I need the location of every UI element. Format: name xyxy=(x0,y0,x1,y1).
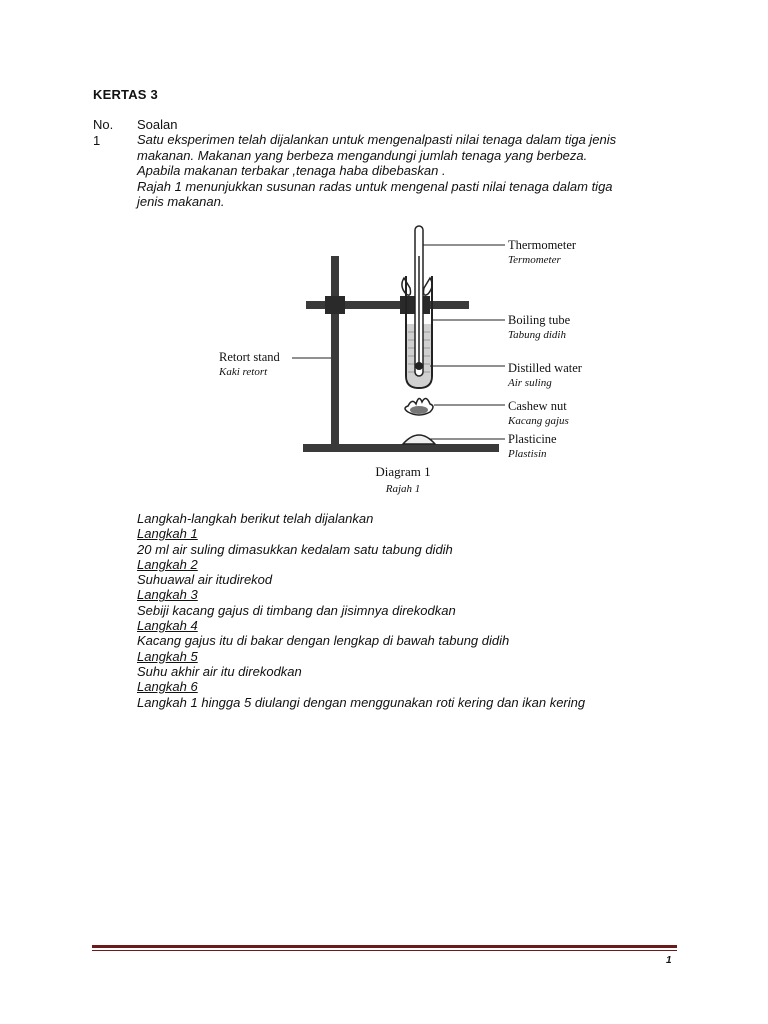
question-line: Satu eksperimen telah dijalankan untuk mengenalpasti nilai tenaga dalam tiga jenis xyxy=(137,132,617,147)
step-label: Langkah 4 xyxy=(137,618,198,634)
cashew-nut xyxy=(410,406,428,414)
step-label: Langkah 3 xyxy=(137,587,198,603)
column-header-no: No. xyxy=(93,117,114,132)
step-text: Kacang gajus itu di bakar dengan lengkap di bawah tabung didih xyxy=(137,633,510,649)
label-termometer: Termometer xyxy=(508,254,561,266)
label-kaki-retort: Kaki retort xyxy=(219,366,268,378)
diagram-caption: Diagram 1 xyxy=(375,464,431,479)
boss-head xyxy=(325,296,345,314)
step-text: Langkah 1 hingga 5 diulangi dengan menggunakan roti kering dan ikan kering xyxy=(137,694,586,710)
retort-rod xyxy=(331,256,339,446)
label-cashew-nut: Cashew nut xyxy=(508,399,567,413)
step-label: Langkah 6 xyxy=(137,679,198,695)
column-header-question: Soalan xyxy=(137,117,178,132)
question-number: 1 xyxy=(93,133,101,148)
question-line: Apabila makanan terbakar ,tenaga haba dibebaskan . xyxy=(137,163,446,179)
steps-list xyxy=(137,511,585,710)
step-label: Langkah 1 xyxy=(137,526,198,542)
question-line: makanan. Makanan yang berbeza mengandungi jumlah tenaga yang berbeza. xyxy=(137,147,588,163)
page-title: KERTAS 3 xyxy=(93,87,158,102)
label-kacang-gajus: Kacang gajus xyxy=(508,415,569,427)
footer-divider-thin xyxy=(92,950,677,951)
label-distilled-water: Distilled water xyxy=(508,361,582,375)
steps-intro: Langkah-langkah berikut telah dijalankan xyxy=(137,511,374,526)
label-tabung-didih: Tabung didih xyxy=(508,329,566,341)
apparatus-diagram xyxy=(208,216,608,498)
label-thermometer: Thermometer xyxy=(508,238,577,252)
step-text: Suhuawal air itudirekod xyxy=(137,572,273,588)
diagram-caption-ms: Rajah 1 xyxy=(385,483,421,495)
label-air-suling: Air suling xyxy=(508,377,552,389)
question-text xyxy=(137,132,616,210)
label-retort-stand: Retort stand xyxy=(219,350,280,364)
step-text: 20 ml air suling dimasukkan kedalam satu tabung didih xyxy=(137,541,453,557)
page-number: 1 xyxy=(666,955,672,966)
label-plastisin: Plastisin xyxy=(508,448,547,460)
step-label: Langkah 5 xyxy=(137,648,198,664)
step-label: Langkah 2 xyxy=(137,556,198,572)
step-text: Suhu akhir air itu direkodkan xyxy=(137,663,302,679)
question-line: jenis makanan. xyxy=(137,194,225,210)
label-boiling-tube: Boiling tube xyxy=(508,313,571,327)
label-plasticine: Plasticine xyxy=(508,432,557,446)
step-text: Sebiji kacang gajus di timbang dan jisimnya direkodkan xyxy=(137,602,456,618)
footer-divider xyxy=(92,945,677,948)
question-line: Rajah 1 menunjukkan susunan radas untuk mengenal pasti nilai tenaga dalam tiga xyxy=(137,178,613,194)
